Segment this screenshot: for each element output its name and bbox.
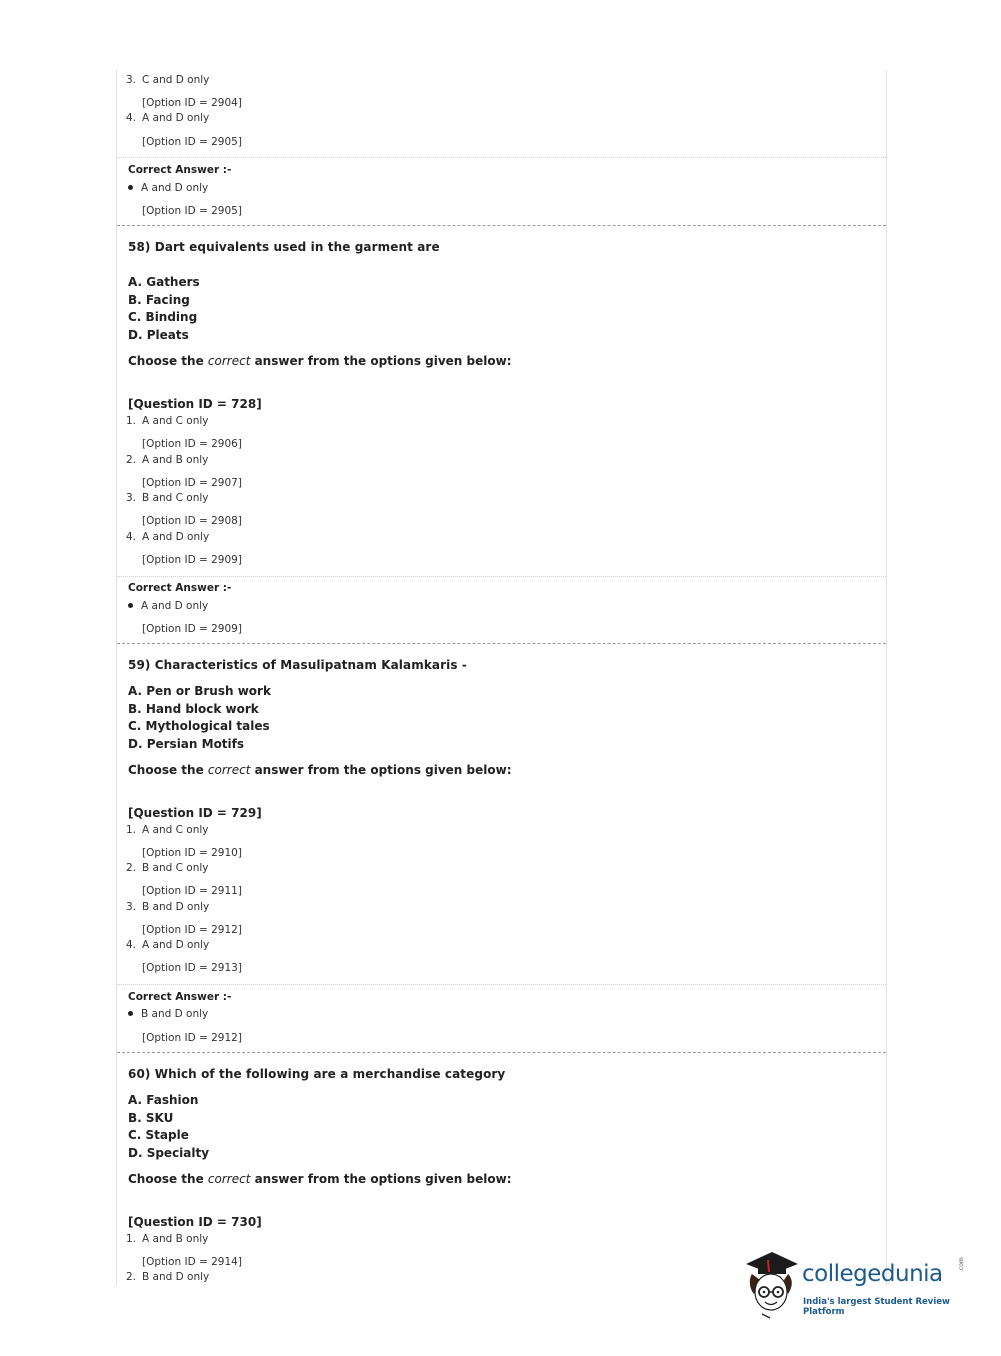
logo-domain-suffix: .com: [958, 1257, 965, 1272]
statement: B. SKU: [128, 1111, 174, 1125]
statement: B. Hand block work: [128, 702, 259, 716]
divider: [117, 984, 886, 985]
statement: C. Binding: [128, 310, 198, 324]
option-id: [Option ID = 2908]: [142, 515, 242, 527]
correct-answer-label: Correct Answer :-: [128, 582, 232, 594]
option-id: [Option ID = 2914]: [142, 1256, 242, 1268]
statement: C. Mythological tales: [128, 719, 270, 733]
option-number: 3.: [126, 492, 137, 504]
question-paper-page: [116, 70, 887, 1286]
option-text: B and C only: [142, 862, 209, 874]
question-id: [Question ID = 729]: [128, 806, 262, 820]
option-text: A and B only: [142, 1233, 209, 1245]
option-number: 3.: [126, 901, 137, 913]
option-id: [Option ID = 2913]: [142, 962, 242, 974]
logo-name: collegedunia: [802, 1261, 943, 1287]
question-stem: 58) Dart equivalents used in the garment are: [128, 240, 440, 254]
question-stem: 59) Characteristics of Masulipatnam Kalamkaris -: [128, 658, 467, 672]
question-id: [Question ID = 730]: [128, 1215, 262, 1229]
statement: D. Pleats: [128, 328, 189, 342]
statement: D. Persian Motifs: [128, 737, 245, 751]
option-text: B and D only: [142, 1271, 210, 1283]
option-id: [Option ID = 2904]: [142, 97, 242, 109]
option-text: A and C only: [142, 824, 209, 836]
option-text: B and C only: [142, 492, 209, 504]
option-number: 4.: [126, 531, 137, 543]
option-number: 1.: [126, 824, 137, 836]
statement: A. Fashion: [128, 1093, 199, 1107]
option-text: A and B only: [142, 454, 209, 466]
statement: A. Pen or Brush work: [128, 684, 271, 698]
correct-answer: A and D only: [128, 600, 208, 612]
statement: C. Staple: [128, 1128, 189, 1142]
option-number: 4.: [126, 112, 137, 124]
option-number: 2.: [126, 1271, 137, 1283]
correct-answer-label: Correct Answer :-: [128, 164, 232, 176]
option-id: [Option ID = 2911]: [142, 885, 242, 897]
option-id: [Option ID = 2906]: [142, 438, 242, 450]
option-id: [Option ID = 2907]: [142, 477, 242, 489]
instruction: Choose the correct answer from the options given below:: [128, 354, 512, 368]
correct-option-id: [Option ID = 2905]: [142, 205, 242, 217]
statement: D. Specialty: [128, 1146, 210, 1160]
correct-option-id: [Option ID = 2909]: [142, 623, 242, 635]
instruction: Choose the correct answer from the options given below:: [128, 763, 512, 777]
bullet-icon: [128, 1011, 133, 1016]
question-id: [Question ID = 728]: [128, 397, 262, 411]
statement: A. Gathers: [128, 275, 200, 289]
mascot-icon: [742, 1250, 804, 1320]
divider: [117, 157, 886, 158]
option-text: A and D only: [142, 112, 210, 124]
logo-tagline: India's largest Student Review Platform: [803, 1297, 950, 1317]
option-text: C and D only: [142, 74, 210, 86]
question-separator: [117, 643, 886, 644]
option-id: [Option ID = 2910]: [142, 847, 242, 859]
option-text: A and D only: [142, 939, 210, 951]
option-id: [Option ID = 2905]: [142, 136, 242, 148]
correct-answer-label: Correct Answer :-: [128, 991, 232, 1003]
correct-option-id: [Option ID = 2912]: [142, 1032, 242, 1044]
option-number: 2.: [126, 454, 137, 466]
correct-answer: B and D only: [128, 1008, 208, 1020]
divider: [117, 576, 886, 577]
question-stem: 60) Which of the following are a merchandise category: [128, 1067, 506, 1081]
question-separator: [117, 1052, 886, 1053]
instruction: Choose the correct answer from the options given below:: [128, 1172, 512, 1186]
option-number: 3.: [126, 74, 137, 86]
bullet-icon: [128, 603, 133, 608]
option-number: 2.: [126, 862, 137, 874]
option-number: 1.: [126, 1233, 137, 1245]
option-text: A and C only: [142, 415, 209, 427]
option-text: A and D only: [142, 531, 210, 543]
bullet-icon: [128, 185, 133, 190]
option-number: 1.: [126, 415, 137, 427]
correct-answer: A and D only: [128, 182, 208, 194]
option-id: [Option ID = 2909]: [142, 554, 242, 566]
statement: B. Facing: [128, 293, 190, 307]
collegedunia-logo: [742, 1250, 972, 1320]
option-text: B and D only: [142, 901, 210, 913]
question-separator: [117, 225, 886, 226]
option-number: 4.: [126, 939, 137, 951]
option-id: [Option ID = 2912]: [142, 924, 242, 936]
